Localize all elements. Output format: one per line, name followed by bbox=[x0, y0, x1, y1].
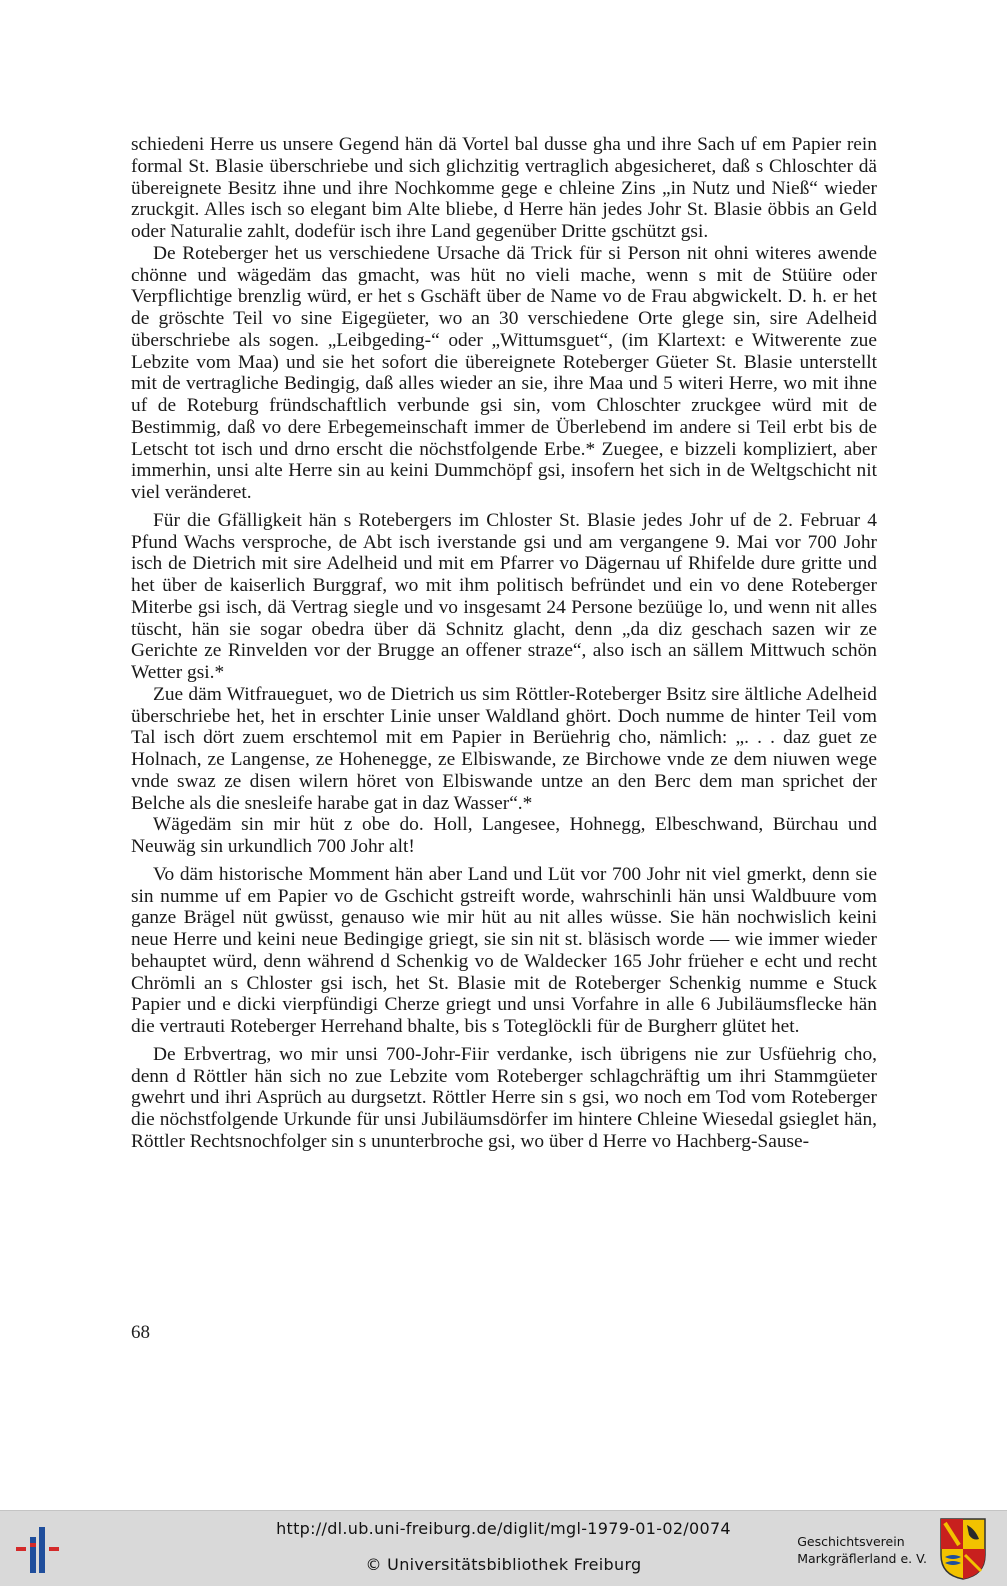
society-name bbox=[797, 1533, 927, 1567]
digital-library-link[interactable]: http://dl.ub.uni-freiburg.de/diglit/mgl-1979-01-02/0074 bbox=[276, 1519, 731, 1538]
paragraph: Wägedäm sin mir hüt z obe do. Holl, Langesee, Hohnegg, Elbeschwand, Bürchau und Neuwäg sin urkundlich 700 Johr alt! bbox=[131, 814, 877, 857]
paragraph: schiedeni Herre us unsere Gegend hän dä Vortel bal dusse gha und ihre Sach uf em Papier rein formal St. Blasie überschriebe und sich glichzitig vertraglich abgesicheret, daß s Chloschter dä übereignete Besitz ihne und ihre Nochkomme gege e chleine Zins „in Nutz und Nieß“ wieder zruckgit. Alles isch so elegant bim Alte bliebe, d Herre hän jedes Johr St. Blasie öbbis an Geld oder Naturalie zahlt, dodefür isch ihre Land gegenüber Dritte gschützt gsi. bbox=[131, 134, 877, 242]
society-line-1: Geschichtsverein bbox=[797, 1534, 905, 1549]
body-text bbox=[131, 134, 877, 1153]
society-line-2: Markgräflerland e. V. bbox=[797, 1551, 927, 1566]
paragraph: Vo däm historische Momment hän aber Land und Lüt vor 700 Johr nit viel gmerkt, denn sie sin numme uf em Papier vo de Gschicht gstreift worde, wahrschinli hän unsi Waldbuure vom ganze Brägel nüt gwüsst, genauso wie mir hüt au nit alles wüsse. Sie hän nochwislich keini neue Herre und keini neue Bedingige griegt, sie sin nit st. bläsisch worde — wie immer wieder behauptet würd, denn während d Schenkig vo de Waldecker 165 Johr früeher e echt und recht Chrömli an s Chloster gsi isch, het St. Blasie mit de Roteberger Schenkig numme e Stuck Papier und e dicki vierpfündigi Cherze griegt und unsi Vorfahre in alle 6 Jubiläumsflecke hän die vertrauti Roteberger Herrehand bhalte, bis s Toteglöckli für de Burgherr glütet het. bbox=[131, 863, 877, 1037]
paragraph: Für die Gfälligkeit hän s Rotebergers im Chloster St. Blasie jedes Johr uf de 2. Februar 4 Pfund Wachs versproche, de Abt isch iverstande gsi und am vergangene 9. Mai vor 700 Johr isch de Dietrich mit sire Adelheid und mit em Pfarrer vo Dägernau uf Rhifelde dure gritte und het über de kaiserlich Burggraf, wo mit ihm politisch befründet und ein vo dene Roteberger Miterbe gsi isch, dä Vertrag siegle und vo insgesamt 24 Persone bezüüge lo, und wenn nit alles tüscht, hän sie sogar obedra über dä Schnitz glacht, denn „da diz geschach sazen wir ze Gerichte ze Rinvelden vor der Brugge an offener straze“, also isch an sällem Mittwuch schön Wetter gsi.* bbox=[131, 509, 877, 683]
coat-of-arms-icon bbox=[939, 1517, 987, 1581]
footer-bar bbox=[0, 1510, 1007, 1586]
paragraph: De Erbvertrag, wo mir unsi 700-Johr-Fiir verdanke, isch übrigens nie zur Usfüehrig cho, denn d Röttler hän sich no zue Lebzite vom Roteberger schlagchräftig um ihri Stammgüeter gwehrt und ihri Asprüch au durgsetzt. Röttler Herre sin s gsi, wo noch em Tod vom Roteberger die nöchstfolgende Urkunde für unsi Jubiläumsdörfer im hintere Chleine Wiesedal gsieglet hän, Röttler Rechtsnochfolger sin s ununterbroche gsi, wo über d Herre vo Hachberg-Sause- bbox=[131, 1043, 877, 1152]
paragraph: De Roteberger het us verschiedene Ursache dä Trick für si Person nit ohni witeres awende chönne und wägedäm das gmacht, was hüt no vieli mache, wenn s mit de Stüüre oder Verpflichtige brenzlig würd, er het s Gschäft über de Name vo de Frau abgwickelt. D. h. er het de gröschte Teil vo sine Eigegüeter, wo an 30 verschiedene Orte glege sin, sire Adelheid überschriebe als sogen. „Leibgeding-“ oder „Wittumsguet“, (im Klartext: e Witwerente zue Lebzite vom Maa) und sie het sofort die übereignete Roteberger Güeter St. Blasie unterstellt mit de vertragliche Bedingig, daß alles wieder an sie, ihre Maa und 5 witeri Herre, wo mit ihne uf de Roteburg fründschaftlich verbunde gsi sin, vom Chloschter zruckgee würd mit de Bestimmig, daß vo dere Erbegemeinschaft immer de Überlebend im andere si Teil erbt bis de Letscht tot isch und drno erscht die nöchstfolgende Erbe.* Zuegee, e bizzeli kompliziert, aber immerhin, unsi alte Herre sin au keini Dummchöpf gsi, insofern het sich in de Weltgschicht nit viel veränderet. bbox=[131, 242, 877, 503]
page-number: 68 bbox=[131, 1322, 150, 1343]
footer-copyright: © Universitätsbibliothek Freiburg bbox=[365, 1555, 642, 1574]
paragraph: Zue däm Witfraueguet, wo de Dietrich us sim Röttler-Roteberger Bsitz sire ältliche Adelheid überschriebe het, het in erschter Linie unser Waldland ghört. Doch numme de hinter Teil vom Tal isch dört zuem erschtemol mit em Papier in Berüehrig cho, nämlich: „. . . daz guet ze Holnach, ze Langense, ze Hohenegge, ze Elbiswande, ze Birchowe vnde ze dem niuwen wege vnde swaz ze disen wilern höret von Elbiswande untze an den Berc dem man sprichet der Belche als die snesleife harabe gat in daz Wasser“.* bbox=[131, 683, 877, 814]
